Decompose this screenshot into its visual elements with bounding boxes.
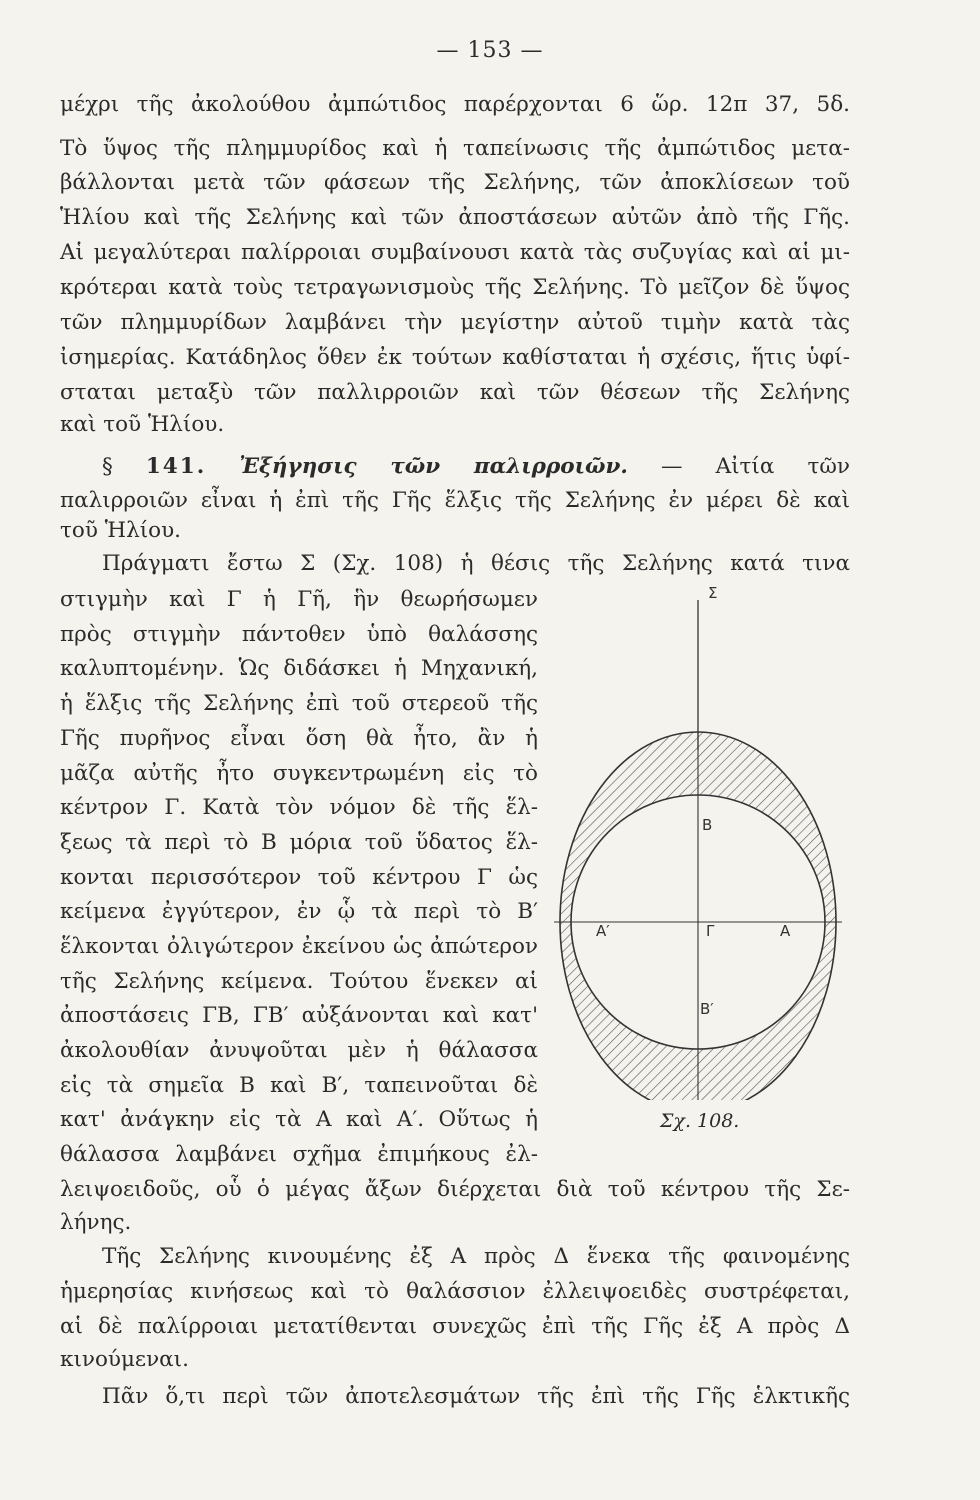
text-line: εἰς τὰ σημεῖα Β καὶ Β′, ταπεινοῦται δὲ <box>60 1073 538 1098</box>
text-line: κατ' ἀνάγκην εἰς τὰ Α καὶ Α′. Οὕτως ἡ <box>60 1107 538 1132</box>
text-line: λειψοειδοῦς, οὗ ὁ μέγας ἄξων διέρχεται διὰ τοῦ κέντρου τῆς Σε- <box>60 1177 850 1202</box>
text-line: καλυπτομένην. Ὡς διδάσκει ἡ Μηχανική, <box>60 656 538 681</box>
text-line: κινούμεναι. <box>60 1347 189 1372</box>
label-a: Α <box>780 922 791 940</box>
text-line: ξεως τὰ περὶ τὸ Β μόρια τοῦ ὕδατος ἕλ- <box>60 830 538 855</box>
text-line: Τὸ ὕψος τῆς πλημμυρίδος καὶ ἡ ταπείνωσις τῆς ἀμπώτιδος μετα- <box>60 136 850 161</box>
text-line: ἀκολουθίαν ἀνυψοῦται μὲν ἡ θάλασσα <box>60 1038 538 1063</box>
text-line: καὶ τοῦ Ἡλίου. <box>60 412 225 437</box>
section-lead: — Αἰτία τῶν <box>660 454 850 479</box>
text-line: τῆς Σελήνης κείμενα. Τούτου ἕνεκεν αἱ <box>60 969 538 994</box>
section-heading <box>60 452 850 482</box>
text-line: τοῦ Ἡλίου. <box>60 518 181 543</box>
text-line: Γῆς πυρῆνος εἶναι ὅση θὰ ἦτο, ἂν ἡ <box>60 726 538 751</box>
text-line: παλιρροιῶν εἶναι ἡ ἐπὶ τῆς Γῆς ἕλξις τῆς Σελήνης ἐν μέρει δὲ καὶ <box>60 488 850 513</box>
text-line: στιγμὴν καὶ Γ ἡ Γῆ, ἣν θεωρήσωμεν <box>60 587 538 612</box>
text-line: ἕλκονται ὀλιγώτερον ἐκείνου ὡς ἀπώτερον <box>60 934 538 959</box>
label-a-prime: Α′ <box>596 922 610 940</box>
text-line: Πράγματι ἔστω Σ (Σχ. 108) ἡ θέσις τῆς Σελήνης κατά τινα <box>102 551 850 576</box>
section-symbol: § <box>102 454 113 479</box>
text-line: κρότεραι κατὰ τοὺς τετραγωνισμοὺς τῆς Σελήνης. Τὸ μεῖζον δὲ ὕψος <box>60 275 850 300</box>
text-line: Ἡλίου καὶ τῆς Σελήνης καὶ τῶν ἀποστάσεων αὐτῶν ἀπὸ τῆς Γῆς. <box>60 205 850 230</box>
text-line: κέντρον Γ. Κατὰ τὸν νόμον δὲ τῆς ἕλ- <box>60 795 538 820</box>
text-line: τῶν πλημμυρίδων λαμβάνει τὴν μεγίστην αὐτοῦ τιμὴν κατὰ τὰς <box>60 310 850 335</box>
text-line: ἀποστάσεις ΓΒ, ΓΒ′ αὐξάνονται καὶ κατ' <box>60 1003 538 1028</box>
text-line: πρὸς στιγμὴν πάντοθεν ὑπὸ θαλάσσης <box>60 622 538 647</box>
text-line: κείμενα ἐγγύτερον, ἐν ᾧ τὰ περὶ τὸ Β′ <box>60 899 538 924</box>
text-line: ἡμερησίας κινήσεως καὶ τὸ θαλάσσιον ἐλλειψοειδὲς συστρέφεται, <box>60 1279 850 1304</box>
text-line: αἱ δὲ παλίρροιαι μετατίθενται συνεχῶς ἐπὶ τῆς Γῆς ἐξ Α πρὸς Δ <box>60 1314 850 1339</box>
page-number: — 153 — <box>436 38 544 63</box>
text-line: ἡ ἕλξις τῆς Σελήνης ἐπὶ τοῦ στερεοῦ τῆς <box>60 691 538 716</box>
text-line: σταται μεταξὺ τῶν παλλιρροιῶν καὶ τῶν θέσεων τῆς Σελήνης <box>60 380 850 405</box>
text-line: Πᾶν ὅ,τι περὶ τῶν ἀποτελεσμάτων τῆς ἐπὶ τῆς Γῆς ἑλκτικῆς <box>102 1384 850 1409</box>
tide-diagram <box>548 580 868 1100</box>
label-b: Β <box>702 816 713 834</box>
text-line: ἰσημερίας. Κατάδηλος ὅθεν ἐκ τούτων καθίσταται ἡ σχέσις, ἥτις ὑφί- <box>60 345 850 370</box>
text-line: Τῆς Σελήνης κινουμένης ἐξ Α πρὸς Δ ἕνεκα τῆς φαινομένης <box>102 1244 850 1269</box>
section-number: 141. <box>145 454 207 479</box>
figure-tides <box>548 580 868 1140</box>
text-line: βάλλονται μετὰ τῶν φάσεων τῆς Σελήνης, τῶν ἀποκλίσεων τοῦ <box>60 170 850 195</box>
figure-caption: Σχ. 108. <box>660 1110 740 1132</box>
text-line: θάλασσα λαμβάνει σχῆμα ἐπιμήκους ἐλ- <box>60 1142 538 1167</box>
text-line: μᾶζα αὐτῆς ἦτο συγκεντρωμένη εἰς τὸ <box>60 761 538 786</box>
text-line: κονται περισσότερον τοῦ κέντρου Γ ὡς <box>60 865 538 890</box>
label-center: Γ <box>706 922 715 940</box>
label-b-prime: Β′ <box>700 1000 714 1018</box>
section-title: Ἐξήγησις τῶν παλιρροιῶν. <box>239 454 628 479</box>
text-line: μέχρι τῆς ἀκολούθου ἀμπώτιδος παρέρχονται 6 ὥρ. 12π 37, 5δ. <box>60 92 850 117</box>
label-moon: Σ <box>708 584 718 602</box>
text-line: λήνης. <box>60 1210 132 1235</box>
text-line: Αἱ μεγαλύτεραι παλίρροιαι συμβαίνουσι κατὰ τὰς συζυγίας καὶ αἱ μι- <box>60 240 850 265</box>
